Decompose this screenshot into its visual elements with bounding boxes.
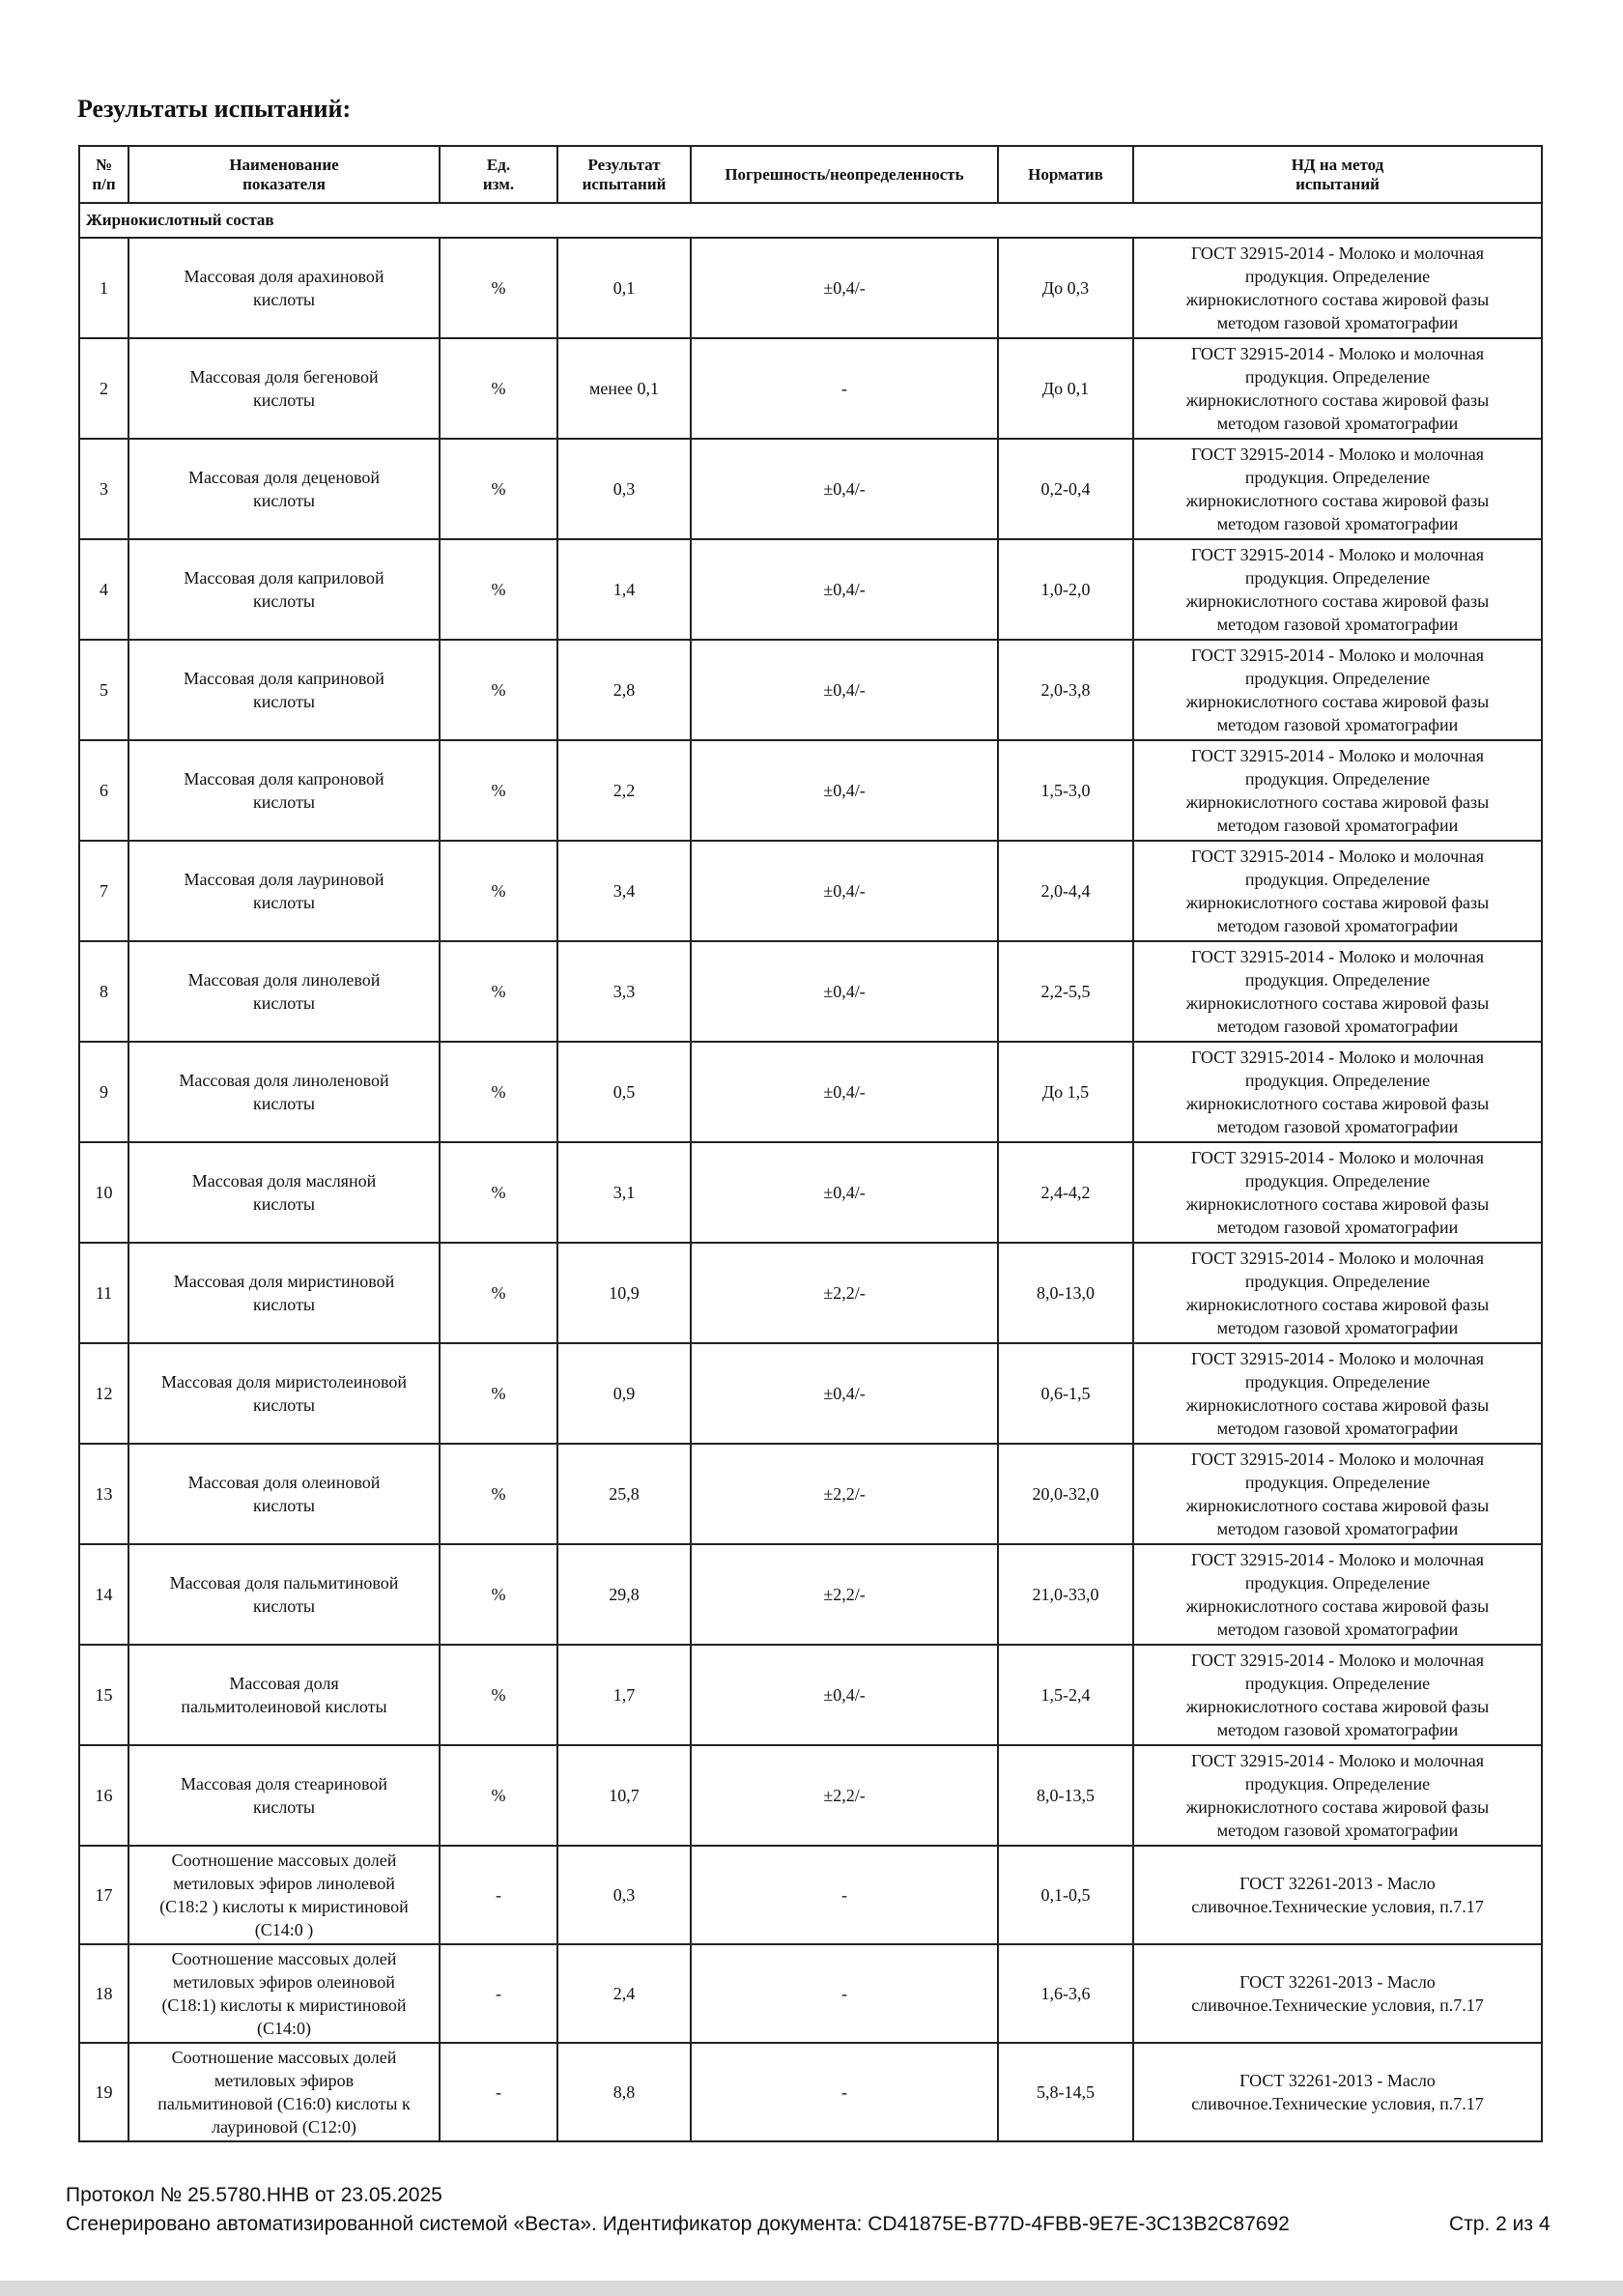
header-name: Наименование показателя xyxy=(128,146,440,203)
indicator-name: Массовая доля масляной кислоты xyxy=(128,1142,440,1243)
error-value: ±0,4/- xyxy=(691,439,998,539)
unit: % xyxy=(440,740,557,841)
test-result: 0,3 xyxy=(557,1846,691,1944)
unit: % xyxy=(440,1042,557,1142)
scan-edge xyxy=(0,2281,1623,2296)
norm-value: До 1,5 xyxy=(998,1042,1133,1142)
method-document: ГОСТ 32915-2014 - Молоко и молочная продукция. Определение жирнокислотного состава жировой фазы методом газовой хроматографии xyxy=(1133,238,1542,338)
table-row xyxy=(79,1444,1542,1544)
row-number: 13 xyxy=(79,1444,128,1544)
table-row xyxy=(79,740,1542,841)
table-row xyxy=(79,1343,1542,1444)
row-number: 1 xyxy=(79,238,128,338)
error-value: ±2,2/- xyxy=(691,1745,998,1846)
unit: - xyxy=(440,1944,557,2043)
header-norm: Норматив xyxy=(998,146,1133,203)
header-unit: Ед. изм. xyxy=(440,146,557,203)
error-value: ±0,4/- xyxy=(691,740,998,841)
error-value: ±0,4/- xyxy=(691,1343,998,1444)
indicator-name: Массовая доля пальмитолеиновой кислоты xyxy=(128,1645,440,1745)
norm-value: 0,1-0,5 xyxy=(998,1846,1133,1944)
norm-value: 21,0-33,0 xyxy=(998,1544,1133,1645)
unit: % xyxy=(440,1243,557,1343)
row-number: 3 xyxy=(79,439,128,539)
table-row xyxy=(79,539,1542,640)
header-method: НД на метод испытаний xyxy=(1133,146,1542,203)
unit: % xyxy=(440,1142,557,1243)
row-number: 8 xyxy=(79,941,128,1042)
norm-value: До 0,1 xyxy=(998,338,1133,439)
error-value: ±2,2/- xyxy=(691,1444,998,1544)
error-value: - xyxy=(691,1944,998,2043)
row-number: 4 xyxy=(79,539,128,640)
unit: % xyxy=(440,640,557,740)
method-document: ГОСТ 32915-2014 - Молоко и молочная продукция. Определение жирнокислотного состава жировой фазы методом газовой хроматографии xyxy=(1133,1745,1542,1846)
indicator-name: Массовая доля линолевой кислоты xyxy=(128,941,440,1042)
test-result: 2,8 xyxy=(557,640,691,740)
method-document: ГОСТ 32261-2013 - Масло сливочное.Технические условия, п.7.17 xyxy=(1133,1846,1542,1944)
table-row xyxy=(79,640,1542,740)
page-number: Стр. 2 из 4 xyxy=(1449,2213,1551,2235)
row-number: 7 xyxy=(79,841,128,941)
error-value: ±0,4/- xyxy=(691,640,998,740)
test-result: 2,2 xyxy=(557,740,691,841)
table-row xyxy=(79,1846,1542,1944)
results-table xyxy=(78,145,1543,2142)
indicator-name: Массовая доля миристиновой кислоты xyxy=(128,1243,440,1343)
table-row xyxy=(79,1142,1542,1243)
error-value: ±0,4/- xyxy=(691,1042,998,1142)
method-document: ГОСТ 32915-2014 - Молоко и молочная продукция. Определение жирнокислотного состава жировой фазы методом газовой хроматографии xyxy=(1133,338,1542,439)
row-number: 6 xyxy=(79,740,128,841)
test-result: 0,9 xyxy=(557,1343,691,1444)
page-title: Результаты испытаний: xyxy=(77,95,352,123)
norm-value: 0,2-0,4 xyxy=(998,439,1133,539)
row-number: 10 xyxy=(79,1142,128,1243)
error-value: - xyxy=(691,2043,998,2141)
table-row xyxy=(79,1243,1542,1343)
norm-value: 0,6-1,5 xyxy=(998,1343,1133,1444)
error-value: ±2,2/- xyxy=(691,1243,998,1343)
footer-protocol: Протокол № 25.5780.НHB от 23.05.2025 xyxy=(66,2184,442,2206)
error-value: ±0,4/- xyxy=(691,841,998,941)
table-row xyxy=(79,1645,1542,1745)
unit: % xyxy=(440,1544,557,1645)
method-document: ГОСТ 32915-2014 - Молоко и молочная продукция. Определение жирнокислотного состава жировой фазы методом газовой хроматографии xyxy=(1133,1645,1542,1745)
method-document: ГОСТ 32261-2013 - Масло сливочное.Технические условия, п.7.17 xyxy=(1133,2043,1542,2141)
method-document: ГОСТ 32915-2014 - Молоко и молочная продукция. Определение жирнокислотного состава жировой фазы методом газовой хроматографии xyxy=(1133,1544,1542,1645)
unit: % xyxy=(440,1745,557,1846)
test-result: 8,8 xyxy=(557,2043,691,2141)
row-number: 15 xyxy=(79,1645,128,1745)
indicator-name: Массовая доля бегеновой кислоты xyxy=(128,338,440,439)
norm-value: 8,0-13,5 xyxy=(998,1745,1133,1846)
table-row xyxy=(79,439,1542,539)
test-result: 0,5 xyxy=(557,1042,691,1142)
table-row xyxy=(79,941,1542,1042)
test-result: 1,7 xyxy=(557,1645,691,1745)
row-number: 14 xyxy=(79,1544,128,1645)
method-document: ГОСТ 32915-2014 - Молоко и молочная продукция. Определение жирнокислотного состава жировой фазы методом газовой хроматографии xyxy=(1133,539,1542,640)
method-document: ГОСТ 32915-2014 - Молоко и молочная продукция. Определение жирнокислотного состава жировой фазы методом газовой хроматографии xyxy=(1133,941,1542,1042)
error-value: ±0,4/- xyxy=(691,238,998,338)
norm-value: 5,8-14,5 xyxy=(998,2043,1133,2141)
method-document: ГОСТ 32915-2014 - Молоко и молочная продукция. Определение жирнокислотного состава жировой фазы методом газовой хроматографии xyxy=(1133,1343,1542,1444)
indicator-name: Массовая доля стеариновой кислоты xyxy=(128,1745,440,1846)
unit: % xyxy=(440,941,557,1042)
indicator-name: Массовая доля миристолеиновой кислоты xyxy=(128,1343,440,1444)
unit: % xyxy=(440,841,557,941)
indicator-name: Массовая доля каприновой кислоты xyxy=(128,640,440,740)
method-document: ГОСТ 32915-2014 - Молоко и молочная продукция. Определение жирнокислотного состава жировой фазы методом газовой хроматографии xyxy=(1133,1042,1542,1142)
row-number: 9 xyxy=(79,1042,128,1142)
norm-value: 1,5-3,0 xyxy=(998,740,1133,841)
header-num: № п/п xyxy=(79,146,128,203)
test-result: 3,3 xyxy=(557,941,691,1042)
unit: % xyxy=(440,238,557,338)
indicator-name: Соотношение массовых долей метиловых эфиров олеиновой (C18:1) кислоты к миристиновой (C14:0) xyxy=(128,1944,440,2043)
indicator-name: Массовая доля олеиновой кислоты xyxy=(128,1444,440,1544)
norm-value: 2,0-4,4 xyxy=(998,841,1133,941)
norm-value: До 0,3 xyxy=(998,238,1133,338)
table-row xyxy=(79,841,1542,941)
table-row xyxy=(79,1745,1542,1846)
norm-value: 1,5-2,4 xyxy=(998,1645,1133,1745)
table-row xyxy=(79,2043,1542,2141)
method-document: ГОСТ 32915-2014 - Молоко и молочная продукция. Определение жирнокислотного состава жировой фазы методом газовой хроматографии xyxy=(1133,740,1542,841)
test-result: 0,1 xyxy=(557,238,691,338)
unit: - xyxy=(440,1846,557,1944)
table-row xyxy=(79,1944,1542,2043)
error-value: - xyxy=(691,338,998,439)
header-error: Погрешность/неопределенность xyxy=(691,146,998,203)
indicator-name: Массовая доля каприловой кислоты xyxy=(128,539,440,640)
row-number: 17 xyxy=(79,1846,128,1944)
error-value: - xyxy=(691,1846,998,1944)
indicator-name: Массовая доля арахиновой кислоты xyxy=(128,238,440,338)
indicator-name: Массовая доля капроновой кислоты xyxy=(128,740,440,841)
row-number: 18 xyxy=(79,1944,128,2043)
unit: % xyxy=(440,439,557,539)
test-result: 3,1 xyxy=(557,1142,691,1243)
unit: - xyxy=(440,2043,557,2141)
row-number: 19 xyxy=(79,2043,128,2141)
error-value: ±0,4/- xyxy=(691,1142,998,1243)
row-number: 16 xyxy=(79,1745,128,1846)
table-row xyxy=(79,1042,1542,1142)
unit: % xyxy=(440,338,557,439)
norm-value: 8,0-13,0 xyxy=(998,1243,1133,1343)
error-value: ±0,4/- xyxy=(691,1645,998,1745)
section-row xyxy=(79,203,1542,238)
unit: % xyxy=(440,1645,557,1745)
indicator-name: Массовая доля лауриновой кислоты xyxy=(128,841,440,941)
test-result: 2,4 xyxy=(557,1944,691,2043)
method-document: ГОСТ 32915-2014 - Молоко и молочная продукция. Определение жирнокислотного состава жировой фазы методом газовой хроматографии xyxy=(1133,841,1542,941)
error-value: ±2,2/- xyxy=(691,1544,998,1645)
row-number: 2 xyxy=(79,338,128,439)
table-header-row xyxy=(79,146,1542,203)
indicator-name: Соотношение массовых долей метиловых эфиров линолевой (C18:2 ) кислоты к миристиновой (C14:0 ) xyxy=(128,1846,440,1944)
method-document: ГОСТ 32915-2014 - Молоко и молочная продукция. Определение жирнокислотного состава жировой фазы методом газовой хроматографии xyxy=(1133,640,1542,740)
unit: % xyxy=(440,1343,557,1444)
section-title: Жирнокислотный состав xyxy=(79,203,1542,238)
test-result: 29,8 xyxy=(557,1544,691,1645)
method-document: ГОСТ 32261-2013 - Масло сливочное.Технические условия, п.7.17 xyxy=(1133,1944,1542,2043)
norm-value: 1,6-3,6 xyxy=(998,1944,1133,2043)
footer-generated: Сгенерировано автоматизированной системой «Веста». Идентификатор документа: CD41875E-B77D-4FBB-9E7E-3C13B2C87692 xyxy=(66,2213,1290,2235)
header-result: Результат испытаний xyxy=(557,146,691,203)
test-result: 1,4 xyxy=(557,539,691,640)
test-result: 10,7 xyxy=(557,1745,691,1846)
norm-value: 20,0-32,0 xyxy=(998,1444,1133,1544)
indicator-name: Соотношение массовых долей метиловых эфиров пальмитиновой (C16:0) кислоты к лауриновой (C12:0) xyxy=(128,2043,440,2141)
indicator-name: Массовая доля линоленовой кислоты xyxy=(128,1042,440,1142)
table-row xyxy=(79,338,1542,439)
norm-value: 2,4-4,2 xyxy=(998,1142,1133,1243)
norm-value: 2,2-5,5 xyxy=(998,941,1133,1042)
row-number: 11 xyxy=(79,1243,128,1343)
row-number: 5 xyxy=(79,640,128,740)
norm-value: 2,0-3,8 xyxy=(998,640,1133,740)
error-value: ±0,4/- xyxy=(691,941,998,1042)
row-number: 12 xyxy=(79,1343,128,1444)
test-result: 3,4 xyxy=(557,841,691,941)
table-row xyxy=(79,238,1542,338)
norm-value: 1,0-2,0 xyxy=(998,539,1133,640)
indicator-name: Массовая доля пальмитиновой кислоты xyxy=(128,1544,440,1645)
test-result: 25,8 xyxy=(557,1444,691,1544)
method-document: ГОСТ 32915-2014 - Молоко и молочная продукция. Определение жирнокислотного состава жировой фазы методом газовой хроматографии xyxy=(1133,439,1542,539)
error-value: ±0,4/- xyxy=(691,539,998,640)
method-document: ГОСТ 32915-2014 - Молоко и молочная продукция. Определение жирнокислотного состава жировой фазы методом газовой хроматографии xyxy=(1133,1243,1542,1343)
method-document: ГОСТ 32915-2014 - Молоко и молочная продукция. Определение жирнокислотного состава жировой фазы методом газовой хроматографии xyxy=(1133,1142,1542,1243)
indicator-name: Массовая доля деценовой кислоты xyxy=(128,439,440,539)
test-result: 0,3 xyxy=(557,439,691,539)
test-result: менее 0,1 xyxy=(557,338,691,439)
table-row xyxy=(79,1544,1542,1645)
unit: % xyxy=(440,1444,557,1544)
method-document: ГОСТ 32915-2014 - Молоко и молочная продукция. Определение жирнокислотного состава жировой фазы методом газовой хроматографии xyxy=(1133,1444,1542,1544)
unit: % xyxy=(440,539,557,640)
test-result: 10,9 xyxy=(557,1243,691,1343)
